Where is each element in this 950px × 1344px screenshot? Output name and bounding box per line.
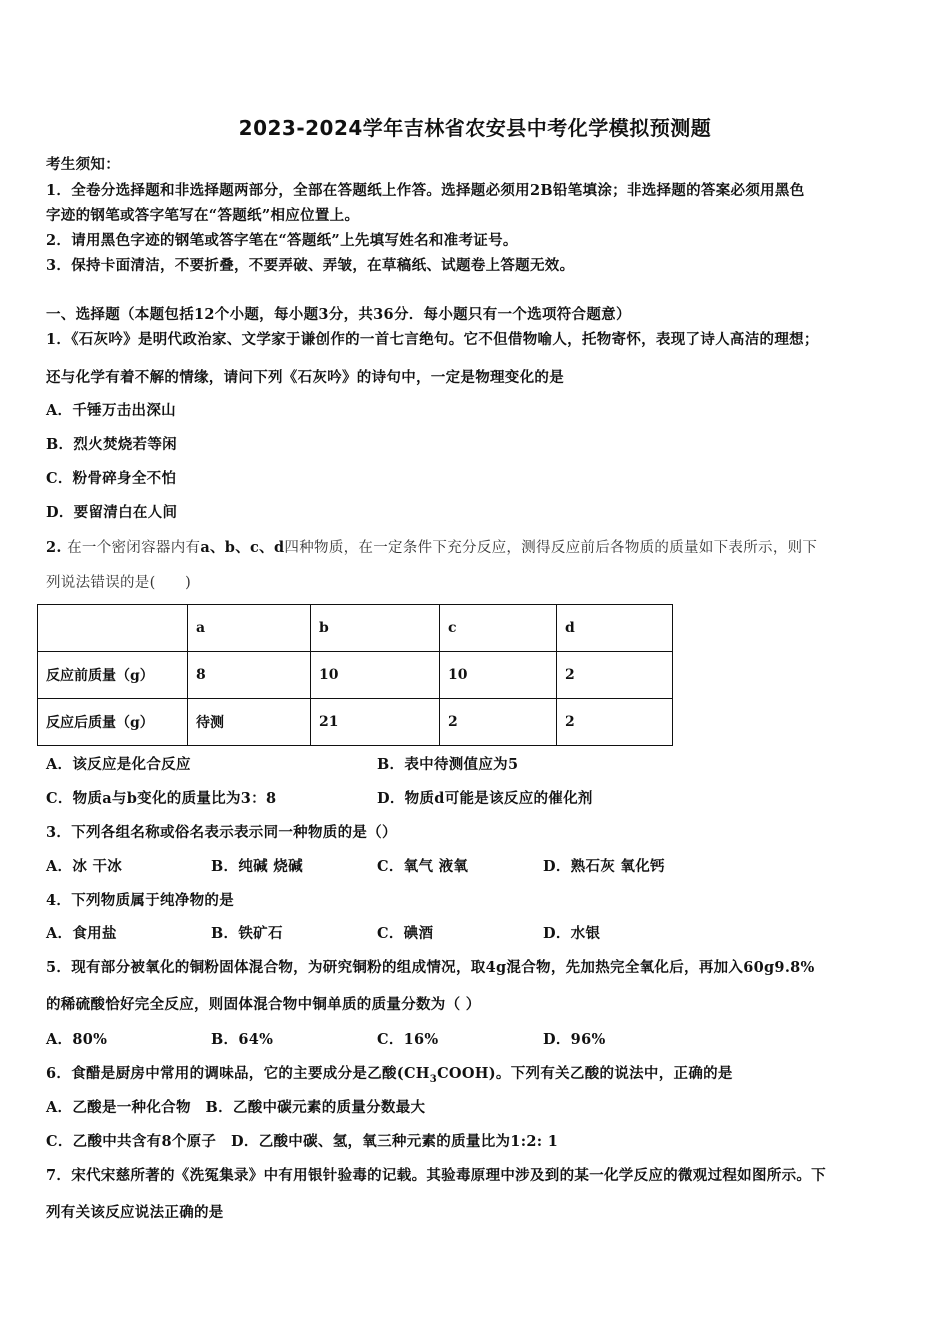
q4-stem: 4．下列物质属于纯净物的是 xyxy=(46,892,234,909)
table-cell: 8 xyxy=(188,652,311,699)
q5-option-b: B．64% xyxy=(211,1031,274,1048)
page-title: 2023-2024学年吉林省农安县中考化学模拟预测题 xyxy=(238,116,712,140)
table-header-cell: d xyxy=(557,605,673,652)
q4-option-a: A．食用盐 xyxy=(46,925,117,942)
table-cell: 待测 xyxy=(188,699,311,746)
q3-option-d: D．熟石灰 氧化钙 xyxy=(543,858,665,875)
table-cell: 21 xyxy=(311,699,440,746)
q6-formula-subscript: 3 xyxy=(429,1073,438,1085)
table-header-row xyxy=(38,605,673,652)
q2-stem-line-1 xyxy=(46,536,817,557)
q6-stem-part-2: COOH)。下列有关乙酸的说法中，正确的是 xyxy=(437,1065,733,1082)
q5-option-c: C．16% xyxy=(377,1031,439,1048)
q1-option-a: A．千锤万击出深山 xyxy=(46,402,176,419)
q5-option-a: A．80% xyxy=(46,1031,108,1048)
q3-option-a: A．冰 干冰 xyxy=(46,858,123,875)
table-row xyxy=(38,699,673,746)
q2-mass-table xyxy=(37,604,673,746)
table-cell: 10 xyxy=(311,652,440,699)
q3-option-c: C．氧气 液氧 xyxy=(377,858,469,875)
q1-option-d: D．要留清白在人间 xyxy=(46,504,178,521)
table-cell: 反应后质量（g） xyxy=(38,699,188,746)
table-cell: 10 xyxy=(440,652,557,699)
q2-option-b: B．表中待测值应为5 xyxy=(377,756,519,773)
section-heading: 一、选择题（本题包括12个小题，每小题3分，共36分．每小题只有一个选项符合题意） xyxy=(46,306,631,323)
notice-item-3: 3．保持卡面清洁，不要折叠，不要弄破、弄皱，在草稿纸、试题卷上答题无效。 xyxy=(46,257,575,274)
table-header-cell: b xyxy=(311,605,440,652)
q1-option-b: B．烈火焚烧若等闲 xyxy=(46,436,177,453)
q2-number: 2. xyxy=(46,539,62,556)
q1-stem-line-1: 1．《石灰吟》是明代政治家、文学家于谦创作的一首七言绝句。它不但借物喻人，托物寄怀，表现了诗人高洁的理想； xyxy=(46,331,819,348)
q2-stem-part-1: 在一个密闭容器内有 xyxy=(67,540,201,556)
q6-options-cd: C．乙酸中共含有8个原子 D．乙酸中碳、氢，氧三种元素的质量比为1:2: 1 xyxy=(46,1133,559,1150)
table-cell: 2 xyxy=(440,699,557,746)
q3-stem: 3．下列各组名称或俗名表示表示同一种物质的是（） xyxy=(46,824,397,841)
table-header-cell: a xyxy=(188,605,311,652)
q2-option-a: A．该反应是化合反应 xyxy=(46,756,191,773)
q2-stem-part-2: a、b、c、d xyxy=(200,539,285,556)
table-header-cell xyxy=(38,605,188,652)
table-header-cell: c xyxy=(440,605,557,652)
q2-stem-part-3: 四种物质，在一定条件下充分反应，测得反应前后各物质的质量如下表所示，则下 xyxy=(284,540,818,556)
q4-option-b: B．铁矿石 xyxy=(211,925,283,942)
q1-stem-line-2: 还与化学有着不解的情缘，请问下列《石灰吟》的诗句中，一定是物理变化的是 xyxy=(46,369,564,386)
q3-option-b: B．纯碱 烧碱 xyxy=(211,858,303,875)
q7-stem-line-1: 7．宋代宋慈所著的《洗冤集录》中有用银针验毒的记载。其验毒原理中涉及到的某一化学反应的微观过程如图所示。下 xyxy=(46,1167,826,1184)
q7-stem-line-2: 列有关该反应说法正确的是 xyxy=(46,1204,224,1221)
q4-option-c: C．碘酒 xyxy=(377,925,434,942)
q5-option-d: D．96% xyxy=(543,1031,606,1048)
notice-item-1-line-1: 1．全卷分选择题和非选择题两部分，全部在答题纸上作答。选择题必须用2B铅笔填涂；非选择题的答案必须用黑色 xyxy=(46,182,805,199)
table-cell: 2 xyxy=(557,699,673,746)
q2-option-d: D．物质d可能是该反应的催化剂 xyxy=(377,790,593,807)
q1-option-c: C．粉骨碎身全不怕 xyxy=(46,470,177,487)
q6-options-ab: A．乙酸是一种化合物 B．乙酸中碳元素的质量分数最大 xyxy=(46,1099,426,1116)
table-row xyxy=(38,652,673,699)
q2-option-c: C．物质a与b变化的质量比为3：8 xyxy=(46,790,277,807)
table-cell: 反应前质量（g） xyxy=(38,652,188,699)
notice-item-2: 2．请用黑色字迹的钢笔或答字笔在“答题纸”上先填写姓名和准考证号。 xyxy=(46,232,518,249)
q5-stem-line-2: 的稀硫酸恰好完全反应，则固体混合物中铜单质的质量分数为（ ） xyxy=(46,996,481,1013)
q5-stem-line-1: 5．现有部分被氧化的铜粉固体混合物，为研究铜粉的组成情况，取4g混合物，先加热完全氧化后，再加入60g9.8% xyxy=(46,959,815,976)
q6-stem-part-1: 6．食醋是厨房中常用的调味品，它的主要成分是乙酸(CH xyxy=(46,1065,430,1082)
table-cell: 2 xyxy=(557,652,673,699)
q6-stem xyxy=(46,1062,733,1085)
notice-item-1-line-2: 字迹的钢笔或答字笔写在“答题纸”相应位置上。 xyxy=(46,207,360,224)
notice-heading: 考生须知： xyxy=(46,156,120,173)
q4-option-d: D．水银 xyxy=(543,925,601,942)
q2-stem-line-2: 列说法错误的是( ) xyxy=(46,575,192,591)
